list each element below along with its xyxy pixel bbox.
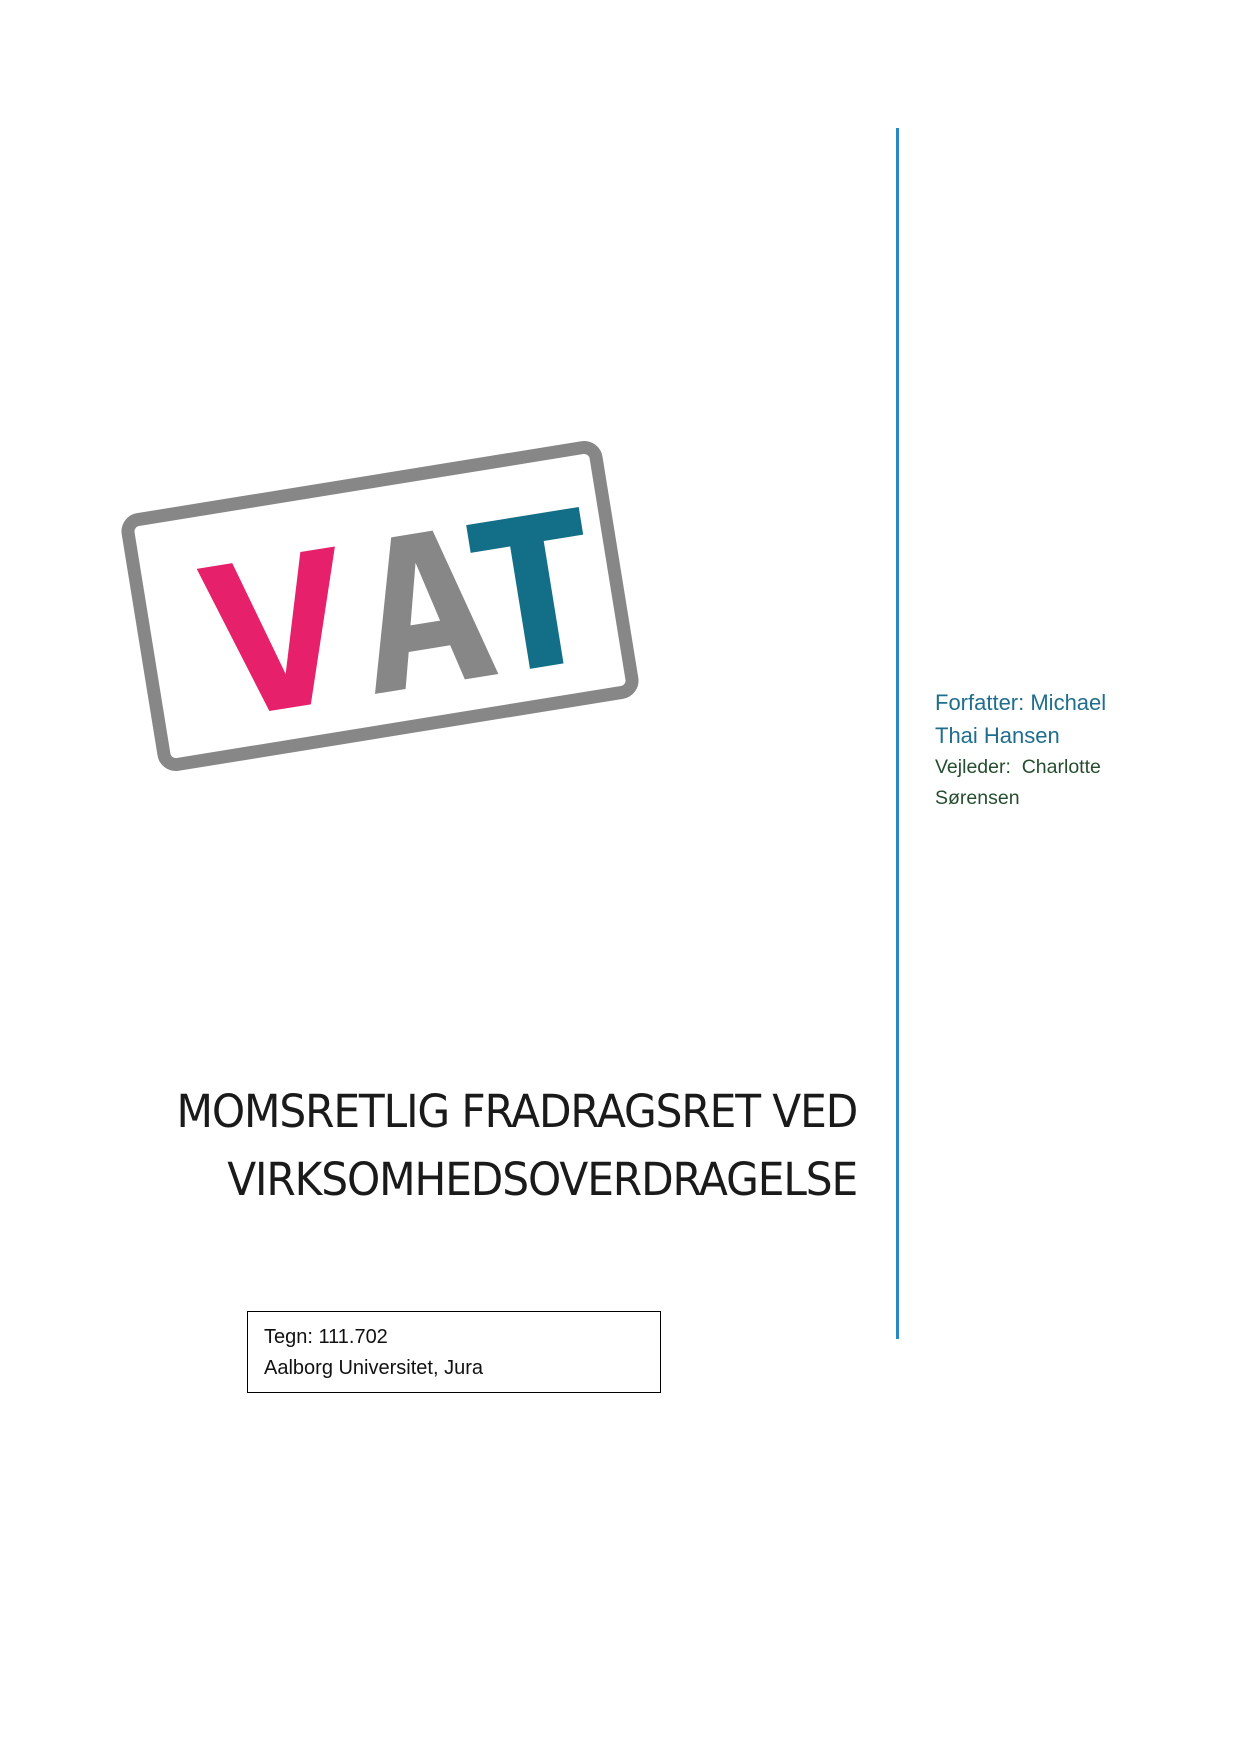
info-box: [247, 1311, 661, 1393]
title-line-2: VIRKSOMHEDSOVERDRAGELSE: [227, 1153, 857, 1206]
character-count: Tegn: 111.702: [264, 1326, 388, 1348]
logo-frame: [126, 446, 634, 767]
logo-letter-t: [466, 507, 603, 675]
document-title: [176, 1078, 857, 1214]
logo-letter-a: [351, 524, 499, 694]
logo-letter-v: [197, 546, 360, 718]
vertical-divider: [896, 128, 899, 1339]
author-info: [935, 686, 1175, 814]
author-name-line-1: Forfatter: Michael: [935, 690, 1107, 715]
title-line-1: MOMSRETLIG FRADRAGSRET VED: [176, 1085, 857, 1138]
advisor-name-line-2: Sørensen: [935, 787, 1020, 809]
author-name-line-2: Thai Hansen: [935, 723, 1060, 748]
university-name: Aalborg Universitet, Jura: [264, 1357, 483, 1379]
advisor-name-line-1: Vejleder: Charlotte: [935, 756, 1101, 778]
